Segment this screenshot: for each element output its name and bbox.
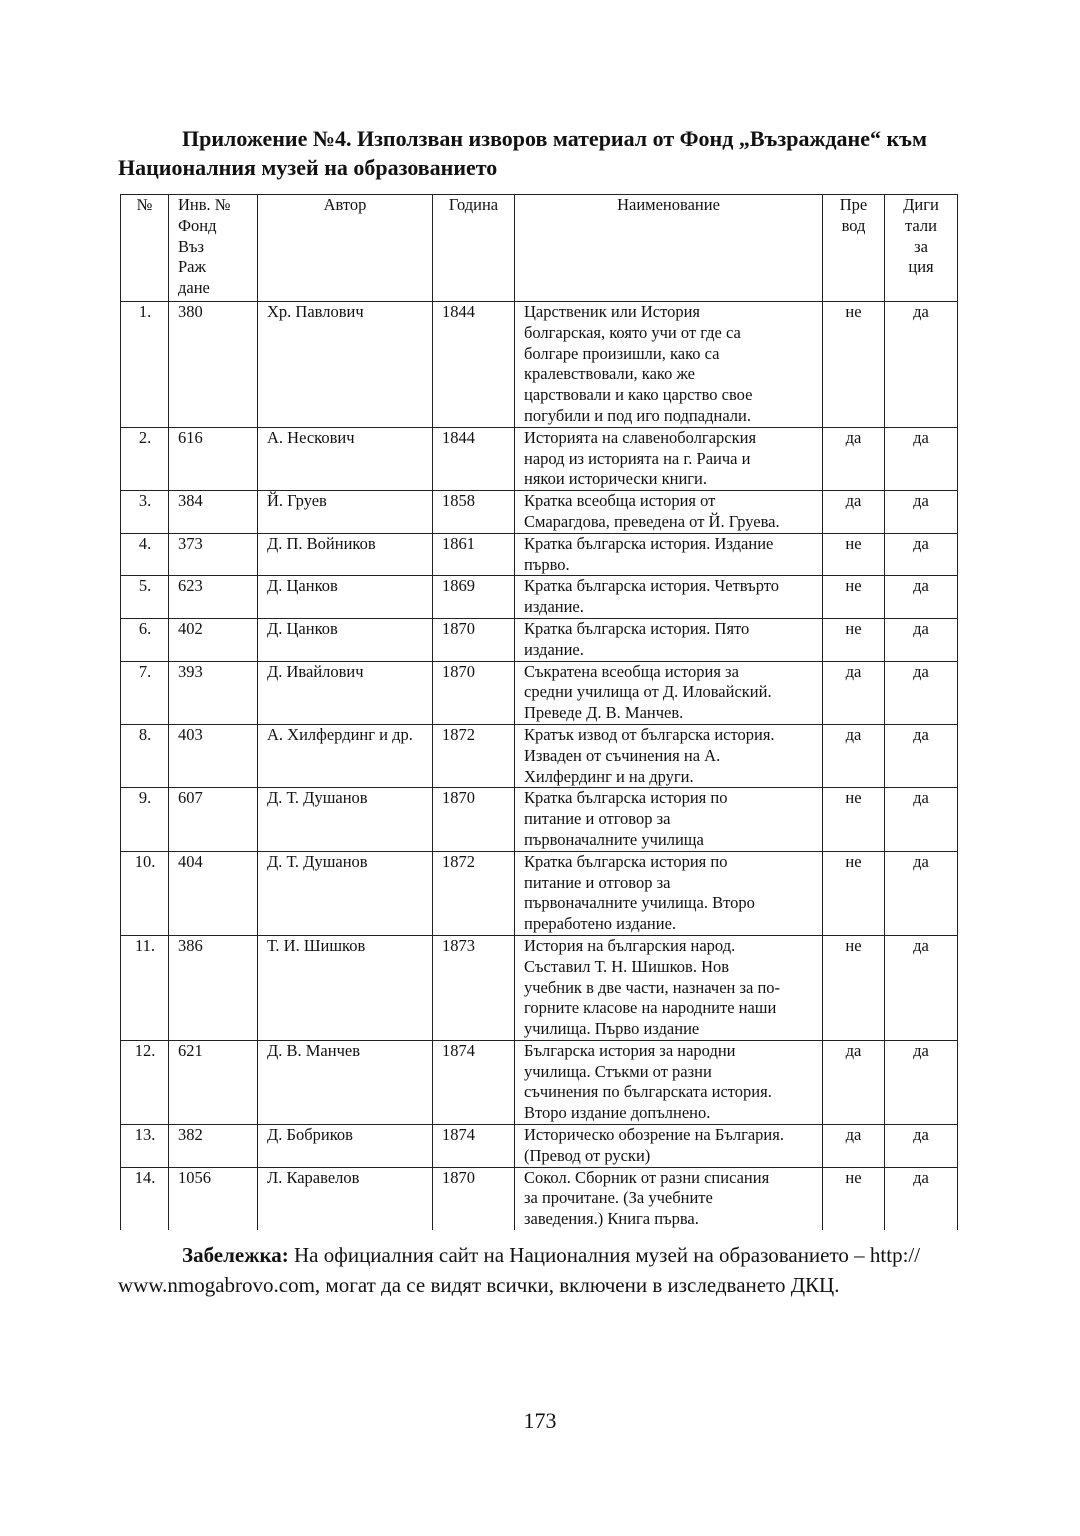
cell-translation: не [823,533,885,576]
table-row [121,1125,958,1168]
cell-digitized: да [885,788,958,851]
cell-year: 1873 [433,935,515,1040]
cell-translation: не [823,302,885,428]
cell-translation: не [823,576,885,619]
table-header-row [121,195,958,302]
cell-digitized: да [885,491,958,534]
cell-translation: да [823,661,885,724]
cell-year: 1870 [433,618,515,661]
cell-title: Кратък извод от българска история. Изваден от съчинения на А. Хилфердинг и на други. [515,724,823,787]
table-row [121,618,958,661]
cell-year: 1870 [433,661,515,724]
cell-number: 6. [121,618,169,661]
cell-author: Т. И. Шишков [258,935,433,1040]
cell-year: 1844 [433,302,515,428]
cell-author: Д. В. Манчев [258,1040,433,1124]
cell-number: 4. [121,533,169,576]
cell-digitized: да [885,1125,958,1168]
cell-title: Кратка българска история по питание и отговор за първоначалните училища. Второ преработено издание. [515,851,823,935]
cell-number: 12. [121,1040,169,1124]
cell-number: 7. [121,661,169,724]
cell-year: 1870 [433,788,515,851]
cell-inventory: 623 [169,576,258,619]
cell-digitized: да [885,533,958,576]
cell-inventory: 404 [169,851,258,935]
cell-year: 1844 [433,427,515,490]
cell-title: Съкратена всеобща история за средни училища от Д. Иловайский. Преведе Д. В. Манчев. [515,661,823,724]
table-row [121,661,958,724]
cell-digitized: да [885,302,958,428]
table-row [121,935,958,1040]
cell-digitized: да [885,851,958,935]
cell-number: 1. [121,302,169,428]
cell-number: 5. [121,576,169,619]
cell-inventory: 1056 [169,1167,258,1230]
table-row [121,302,958,428]
cell-number: 14. [121,1167,169,1230]
heading-line-2: Националния музей на образованието [118,155,498,180]
table-row [121,1040,958,1124]
header-year: Година [433,195,515,302]
cell-title: Историята на славеноболгарския народ из историята на г. Раича и някои исторически книги. [515,427,823,490]
cell-title: Историческо обозрение на България. (Превод от руски) [515,1125,823,1168]
cell-digitized: да [885,724,958,787]
cell-year: 1874 [433,1040,515,1124]
cell-number: 10. [121,851,169,935]
cell-author: Л. Каравелов [258,1167,433,1230]
cell-digitized: да [885,576,958,619]
cell-inventory: 621 [169,1040,258,1124]
cell-author: Д. П. Войников [258,533,433,576]
page-heading [118,124,968,182]
cell-title: Кратка българска история. Четвърто издание. [515,576,823,619]
cell-number: 9. [121,788,169,851]
table-row [121,724,958,787]
cell-author: А. Хилфердинг и др. [258,724,433,787]
heading-line-1: Приложение №4. Използван изворов материал от Фонд „Възраждане“ към [182,126,927,151]
cell-inventory: 382 [169,1125,258,1168]
cell-inventory: 607 [169,788,258,851]
cell-author: Хр. Павлович [258,302,433,428]
cell-year: 1870 [433,1167,515,1230]
note-text-line-2: www.nmogabrovo.com, могат да се видят всички, включени в изследването ДКЦ. [118,1273,840,1297]
table-row [121,491,958,534]
header-digitized: Диги тали за ция [885,195,958,302]
cell-inventory: 384 [169,491,258,534]
header-number: № [121,195,169,302]
cell-inventory: 373 [169,533,258,576]
note-label: Забележка: [182,1243,289,1267]
cell-title: Кратка българска история. Издание първо. [515,533,823,576]
source-material-table [120,194,958,1230]
cell-title: Българска история за народни училища. Стъкми от разни съчинения по българската история. Второ издание допълнено. [515,1040,823,1124]
cell-translation: да [823,427,885,490]
note-text-line-1: На официалния сайт на Националния музей на образованието – http:// [288,1243,921,1267]
cell-author: Д. Цанков [258,576,433,619]
cell-inventory: 402 [169,618,258,661]
cell-year: 1858 [433,491,515,534]
table-row [121,576,958,619]
header-author: Автор [258,195,433,302]
cell-inventory: 380 [169,302,258,428]
cell-translation: не [823,788,885,851]
cell-year: 1874 [433,1125,515,1168]
cell-year: 1872 [433,724,515,787]
cell-number: 3. [121,491,169,534]
cell-inventory: 616 [169,427,258,490]
cell-title: История на българския народ. Съставил Т. Н. Шишков. Нов учебник в две части, назначен за по- горните класове на народните наши училища. Първо издание [515,935,823,1040]
table-row [121,533,958,576]
cell-translation: да [823,1125,885,1168]
cell-digitized: да [885,618,958,661]
cell-digitized: да [885,1040,958,1124]
cell-number: 13. [121,1125,169,1168]
cell-number: 11. [121,935,169,1040]
cell-title: Кратка българска история по питание и отговор за първоначалните училища [515,788,823,851]
cell-translation: не [823,618,885,661]
cell-digitized: да [885,935,958,1040]
cell-number: 8. [121,724,169,787]
cell-title: Сокол. Сборник от разни списания за прочитане. (За учебните заведения.) Книга първа. [515,1167,823,1230]
cell-author: Д. Цанков [258,618,433,661]
cell-author: Д. Бобриков [258,1125,433,1168]
cell-digitized: да [885,1167,958,1230]
cell-digitized: да [885,427,958,490]
cell-year: 1861 [433,533,515,576]
cell-translation: да [823,491,885,534]
cell-translation: да [823,724,885,787]
cell-title: Царственик или История болгарская, която учи от где са болгаре произишли, како са кралевствовали, како же царствовали и како царство свое погубили и под иго подпаднали. [515,302,823,428]
cell-title: Кратка българска история. Пято издание. [515,618,823,661]
table-row [121,788,958,851]
cell-author: Й. Груев [258,491,433,534]
cell-year: 1869 [433,576,515,619]
cell-title: Кратка всеобща история от Смарагдова, преведена от Й. Груева. [515,491,823,534]
page-number: 173 [523,1408,557,1433]
cell-author: Д. Т. Душанов [258,851,433,935]
table-row [121,851,958,935]
cell-translation: не [823,851,885,935]
cell-inventory: 393 [169,661,258,724]
cell-number: 2. [121,427,169,490]
cell-digitized: да [885,661,958,724]
cell-inventory: 403 [169,724,258,787]
header-translation: Пре вод [823,195,885,302]
header-inventory: Инв. № Фонд Въз Раж дане [169,195,258,302]
footnote [118,1240,974,1300]
cell-translation: не [823,1167,885,1230]
cell-translation: да [823,1040,885,1124]
table-row [121,427,958,490]
cell-year: 1872 [433,851,515,935]
cell-author: Д. Т. Душанов [258,788,433,851]
cell-translation: не [823,935,885,1040]
cell-inventory: 386 [169,935,258,1040]
table-row [121,1167,958,1230]
cell-author: Д. Ивайлович [258,661,433,724]
header-title: Наименование [515,195,823,302]
cell-author: А. Нескович [258,427,433,490]
